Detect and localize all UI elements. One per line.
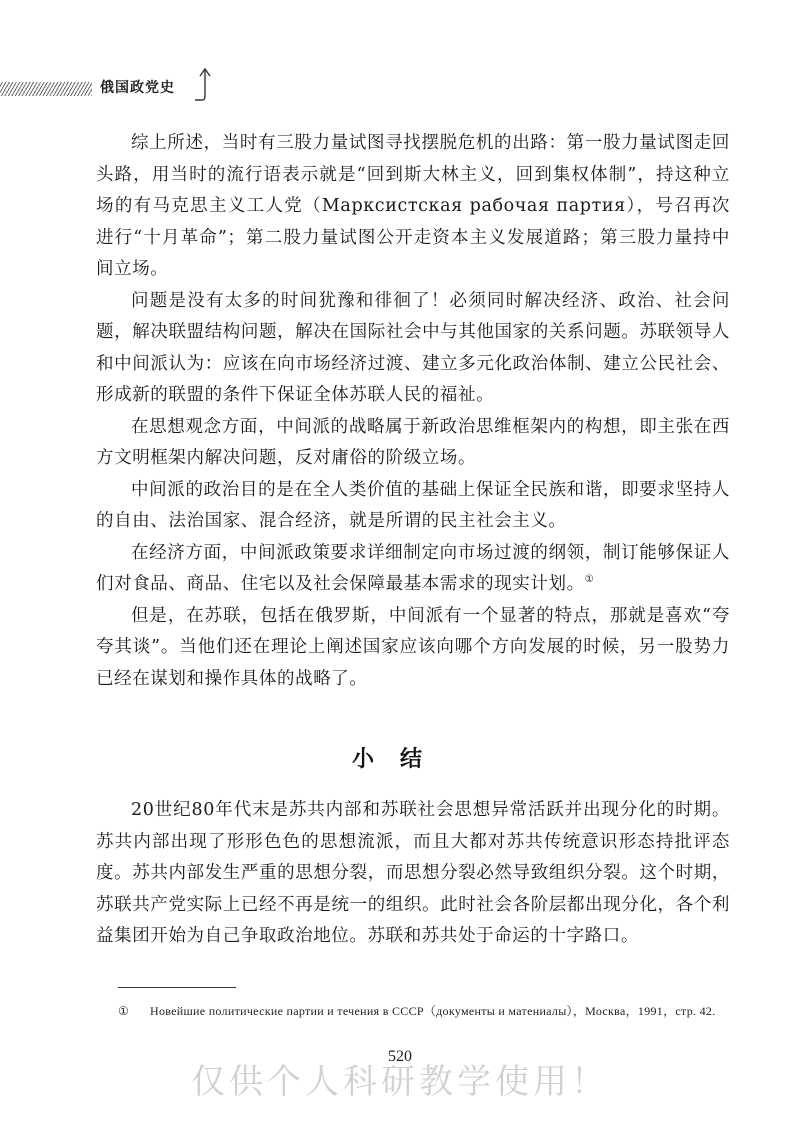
footnote-text: Новейшие политические партии и течения в СССР（документы и матениалы），Москва，1991，стр. 42. [150,1004,716,1018]
paragraph-4: 中间派的政治目的是在全人类价值的基础上保证全民族和谐，即要求坚持人的自由、法治国家、混合经济，就是所谓的民主社会主义。 [96,479,730,531]
header-hatch-decoration [0,82,92,96]
footnote [118,1000,730,1022]
watermark: 仅供个人科研教学使用！ [191,1062,609,1102]
main-text [96,128,730,695]
paragraph-5-text: 在经济方面，中间派政策要求详细制定向市场过渡的纲领，制订能够保证人们对食品、商品、住宅以及社会保障最基本需求的现实计划。 [96,542,730,594]
paragraph-6: 但是，在苏联，包括在俄罗斯，中间派有一个显著的特点，那就是喜欢“夸夸其谈”。当他们还在理论上阐述国家应该向哪个方向发展的时候，另一股势力已经在谋划和操作具体的战略了。 [96,605,730,689]
page-number: 520 [388,1048,412,1065]
footnote-divider [118,987,236,988]
header-book-title: 俄国政党史 [100,80,175,96]
paragraph-3: 在思想观念方面，中间派的战略属于新政治思维框架内的构想，即主张在西方文明框架内解决问题，反对庸俗的阶级立场。 [96,416,730,468]
paragraph-5 [96,538,730,601]
paragraph-2: 问题是没有太多的时间犹豫和徘徊了！必须同时解决经济、政治、社会问题，解决联盟结构问题，解决在国际社会中与其他国家的关系问题。苏联领导人和中间派认为：应该在向市场经济过渡、建立多元化政治体制、建立公民社会、形成新的联盟的条件下保证全体苏联人民的福祉。 [96,290,730,405]
footnote-mark: ① [118,1004,130,1018]
paragraph-1: 综上所述，当时有三股力量试图寻找摆脱危机的出路：第一股力量试图走回头路，用当时的流行语表示就是“回到斯大林主义，回到集权体制”，持这种立场的有马克思主义工人党（Марксистская рабочая партия），号召再次进行“十月革命”；第二股力量试图公开走资本主义发展道路；第三股力量持中间立场。 [96,133,730,279]
section-heading: 小结 [351,747,448,772]
footnote-reference[interactable]: ① [584,574,595,586]
running-header [0,72,215,106]
summary-paragraph: 20世纪80年代末是苏共内部和苏联社会思想异常活跃并出现分化的时期。苏共内部出现了形形色色的思想流派，而且大都对苏共传统意识形态持批评态度。苏共内部发生严重的思想分裂，而思想分裂必然导致组织分裂。这个时期，苏联共产党实际上已经不再是统一的组织。此时社会各阶层都出现分化，各个利益集团开始为自己争取政治地位。苏联和苏共处于命运的十字路口。 [96,800,730,946]
up-arrow-icon [192,66,212,106]
summary-text [96,795,730,953]
